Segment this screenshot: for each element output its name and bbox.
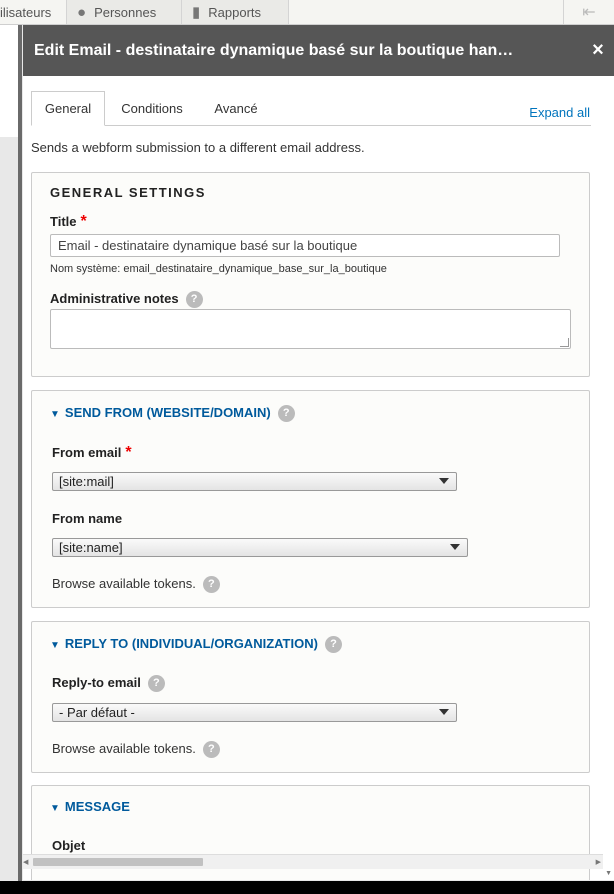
title-label-text: Title <box>50 214 77 229</box>
browse-tokens-text: Browse available tokens. <box>52 741 196 756</box>
chevron-down-icon <box>439 478 449 484</box>
machine-name: Nom système: email_destinataire_dynamique_base_sur_la_boutique <box>50 263 387 275</box>
help-icon[interactable]: ? <box>278 405 295 422</box>
dialog-title: Edit Email - destinataire dynamique basé sur la boutique han… <box>34 42 514 59</box>
from-name-value: [site:name] <box>59 540 123 555</box>
reply-to-legend[interactable] <box>50 636 342 653</box>
help-icon[interactable]: ? <box>148 675 165 692</box>
browse-tokens-link[interactable] <box>52 576 220 593</box>
page-background <box>0 25 19 137</box>
admin-notes-textarea[interactable] <box>50 309 571 349</box>
toolbar-item-users[interactable] <box>0 0 51 24</box>
close-button[interactable]: × <box>592 39 604 61</box>
from-email-value: [site:mail] <box>59 474 114 489</box>
horizontal-scrollbar[interactable] <box>23 854 603 869</box>
chevron-down-icon <box>450 544 460 550</box>
from-name-select[interactable] <box>52 538 468 557</box>
from-email-label-text: From email <box>52 445 122 460</box>
from-name-label: From name <box>52 511 123 526</box>
bottom-frame <box>0 881 614 894</box>
triangle-down-icon: ▼ <box>50 640 60 651</box>
scroll-down-icon[interactable]: ▼ <box>605 870 612 877</box>
reply-to-value: - Par défaut - <box>59 705 135 720</box>
required-icon: * <box>80 213 87 230</box>
from-email-select[interactable] <box>52 472 457 491</box>
reply-to-legend-text: REPLY TO (INDIVIDUAL/ORGANIZATION) <box>64 636 318 651</box>
message-legend-text: MESSAGE <box>64 799 130 814</box>
help-icon[interactable]: ? <box>325 636 342 653</box>
subject-label: Objet <box>52 838 86 853</box>
scrollbar-thumb[interactable] <box>33 858 203 866</box>
help-icon[interactable]: ? <box>203 576 220 593</box>
toolbar-rapports-label: Rapports <box>208 4 262 20</box>
scroll-right-icon[interactable]: ▶ <box>595 859 601 866</box>
edit-handler-dialog <box>23 25 614 880</box>
help-icon[interactable]: ? <box>186 291 203 308</box>
expand-all-link[interactable]: Expand all <box>529 105 590 120</box>
bar-chart-icon: ▮ <box>192 4 201 21</box>
reply-to-select[interactable] <box>52 703 457 722</box>
tab-conditions[interactable]: Conditions <box>121 100 183 116</box>
chevron-down-icon <box>439 709 449 715</box>
dialog-titlebar <box>23 25 614 76</box>
tab-avance[interactable]: Avancé <box>214 100 258 116</box>
resize-grip-icon[interactable] <box>560 338 569 347</box>
send-from-legend[interactable] <box>50 405 295 422</box>
browse-tokens-text: Browse available tokens. <box>52 576 196 591</box>
from-email-label <box>52 444 132 462</box>
general-settings-fieldset <box>31 172 590 377</box>
title-input[interactable]: Email - destinataire dynamique basé sur la boutique <box>50 234 560 257</box>
required-icon: * <box>125 444 132 461</box>
scroll-left-icon[interactable]: ◀ <box>23 859 29 866</box>
general-settings-legend: GENERAL SETTINGS <box>50 185 206 200</box>
send-from-fieldset <box>31 390 590 608</box>
toolbar-personnes-label: Personnes <box>94 4 157 20</box>
reply-to-label <box>52 675 165 692</box>
dialog-edge <box>18 25 22 885</box>
send-from-legend-text: SEND FROM (WEBSITE/DOMAIN) <box>64 405 271 420</box>
help-icon[interactable]: ? <box>203 741 220 758</box>
toolbar-item-rapports[interactable] <box>182 0 289 24</box>
title-label <box>50 213 87 231</box>
reply-to-label-text: Reply-to email <box>52 675 141 690</box>
admin-toolbar <box>0 0 614 25</box>
toolbar-orientation-toggle[interactable] <box>563 0 614 24</box>
handler-description: Sends a webform submission to a different email address. <box>31 140 365 155</box>
admin-notes-label <box>50 291 203 308</box>
collapse-icon: ⇤ <box>582 4 596 21</box>
message-legend[interactable] <box>50 799 130 814</box>
tab-bar <box>31 91 591 126</box>
person-icon: ● <box>77 3 87 21</box>
tab-general[interactable]: General <box>31 91 105 126</box>
triangle-down-icon: ▼ <box>50 803 60 814</box>
toolbar-item-personnes[interactable] <box>66 0 182 24</box>
triangle-down-icon: ▼ <box>50 409 60 420</box>
reply-to-fieldset <box>31 621 590 773</box>
toolbar-users-label: ilisateurs <box>0 4 52 20</box>
admin-notes-label-text: Administrative notes <box>50 291 179 306</box>
browse-tokens-link[interactable] <box>52 741 220 758</box>
